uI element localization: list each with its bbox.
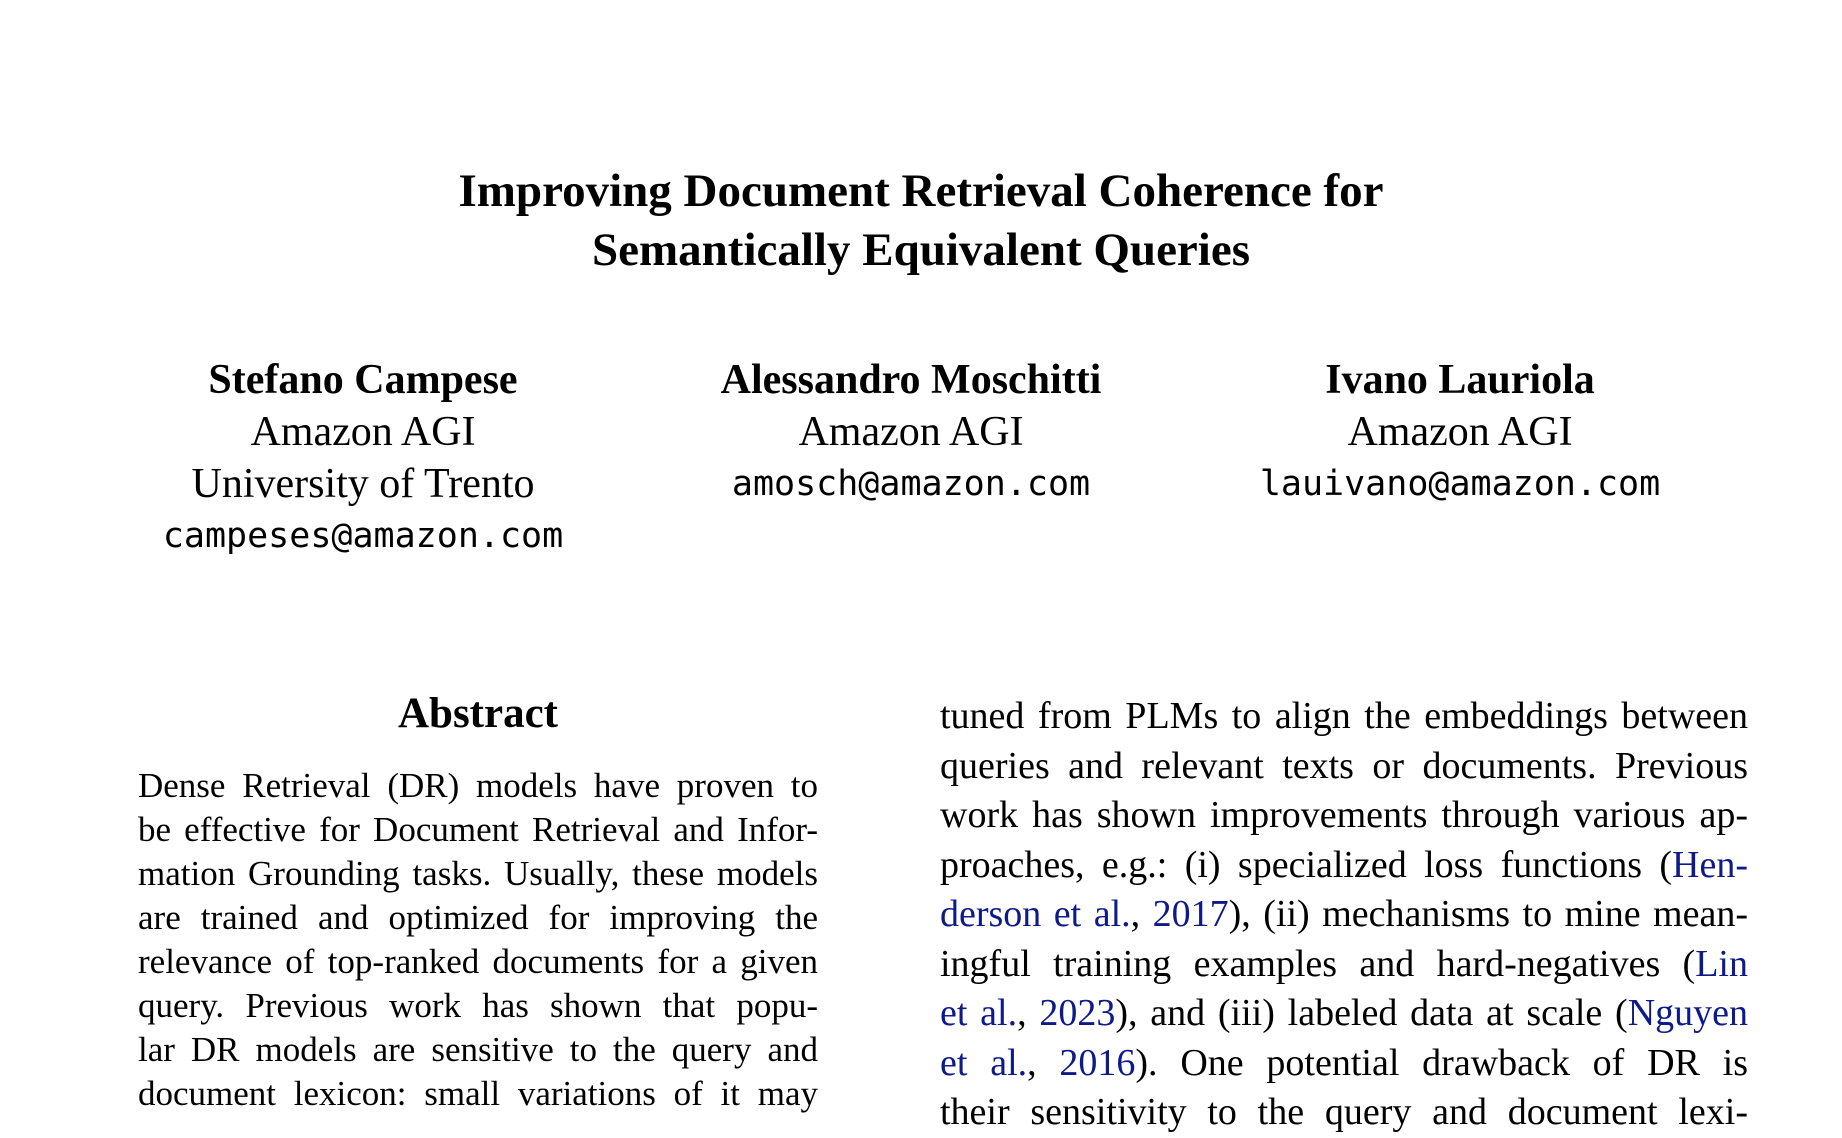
body-line — [940, 1088, 1748, 1138]
citation-link-nguyen-cont[interactable]: et al. — [940, 1041, 1028, 1084]
body-text: queries and relevant texts or documents. Previous — [940, 744, 1748, 787]
body-text: ), and (iii) labeled data at scale ( — [1115, 992, 1628, 1034]
author-affiliation: Amazon AGI — [1347, 409, 1573, 455]
body-text: proaches, e.g.: (i) specialized loss functions ( — [940, 843, 1673, 886]
abstract-line: query. Previous work has shown that popu- — [138, 986, 818, 1025]
abstract-heading: Abstract — [397, 690, 558, 737]
abstract-line: relevance of top-ranked documents for a given — [138, 942, 818, 981]
abstract-line: mation Grounding tasks. Usually, these models — [138, 854, 818, 893]
citation-link-lin[interactable]: Lin — [1695, 942, 1748, 985]
citation-link-lin-cont[interactable]: et al. — [940, 992, 1018, 1034]
introduction-text — [940, 692, 1749, 1133]
citation-link-henderson-cont[interactable]: derson et al. — [940, 893, 1131, 935]
body-line — [940, 692, 1748, 742]
author-affiliation: Amazon AGI — [798, 409, 1024, 455]
body-line — [940, 890, 1748, 940]
body-text: tuned from PLMs to align the embeddings between — [940, 695, 1748, 737]
body-line — [940, 940, 1748, 990]
body-text: , — [1130, 893, 1153, 935]
body-text: work has shown improvements through various ap- — [940, 794, 1748, 836]
abstract-line: lar DR models are sensitive to the query and — [138, 1030, 818, 1069]
abstract-line: Dense Retrieval (DR) models have proven to — [138, 766, 818, 805]
citation-link-nguyen[interactable]: Nguyen — [1627, 992, 1749, 1034]
author-affiliation-2: University of Trento — [191, 461, 535, 507]
abstract-text — [138, 764, 818, 1113]
abstract-line: be effective for Document Retrieval and Infor- — [138, 810, 818, 849]
citation-link-year-2023[interactable]: 2023 — [1039, 992, 1116, 1034]
citation-link-year-2016[interactable]: 2016 — [1059, 1041, 1136, 1084]
author-name: Ivano Lauriola — [1325, 357, 1595, 403]
body-line — [940, 989, 1748, 1039]
body-line — [940, 1039, 1748, 1089]
body-line — [940, 742, 1748, 792]
author-email: lauivano@amazon.com — [1259, 464, 1661, 504]
citation-link-henderson[interactable]: Hen- — [1672, 843, 1748, 886]
abstract-line: are trained and optimized for improving the — [138, 898, 818, 937]
author-name: Stefano Campese — [208, 357, 518, 403]
body-line — [940, 841, 1748, 891]
body-text: their sensitivity to the query and document lexi- — [940, 1091, 1748, 1133]
body-text: ). One potential drawback of DR is — [1135, 1041, 1748, 1084]
paper-title-line-1: Improving Document Retrieval Coherence for — [458, 165, 1384, 217]
author-email: campeses@amazon.com — [162, 516, 564, 556]
citation-link-year-2017[interactable]: 2017 — [1152, 893, 1229, 935]
author-block-campese — [53, 354, 673, 562]
body-text: ), (ii) mechanisms to mine mean- — [1228, 893, 1749, 935]
author-block-lauriola — [1150, 354, 1770, 510]
body-text: ingful training examples and hard-negatives ( — [940, 942, 1696, 985]
body-line — [940, 791, 1748, 841]
paper-title-line-2: Semantically Equivalent Queries — [592, 224, 1250, 276]
author-email: amosch@amazon.com — [731, 464, 1091, 504]
author-block-moschitti — [601, 354, 1221, 510]
author-affiliation: Amazon AGI — [250, 409, 476, 455]
author-name: Alessandro Moschitti — [720, 357, 1102, 403]
body-text: , — [1017, 992, 1040, 1034]
abstract-line: document lexicon: small variations of it may — [138, 1074, 818, 1113]
body-text: , — [1027, 1041, 1060, 1084]
